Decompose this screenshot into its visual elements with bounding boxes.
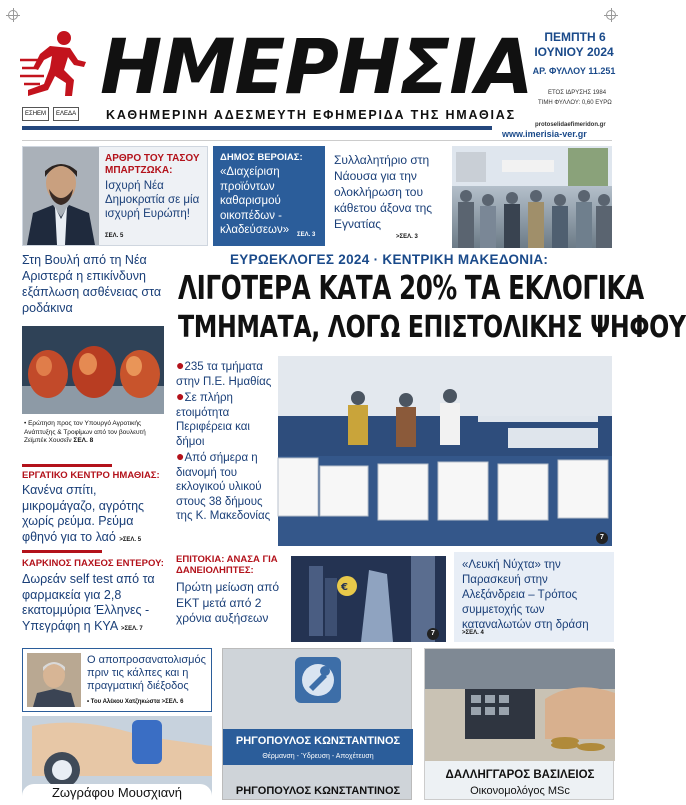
main-bullets xyxy=(176,358,278,524)
registration-mark-left xyxy=(8,10,18,20)
ballot-boxes-photo xyxy=(278,356,612,546)
divider xyxy=(22,140,612,141)
teaser-text: Συλλαλητήριο στη Νάουσα για την ολοκλήρωση του κάθετου άξονα της Εγνατίας xyxy=(334,153,433,231)
columnist-portrait xyxy=(27,653,81,707)
teaser-article-bartzokas[interactable] xyxy=(22,146,208,246)
website-link[interactable]: www.imerisia-ver.gr xyxy=(502,129,587,139)
page-ref: >ΣΕΛ. 3 xyxy=(396,234,418,240)
page-ref: >ΣΕΛ. 5 xyxy=(119,536,142,543)
association-badges xyxy=(22,107,96,121)
ad-business-name: ΡΗΓΟΠΟΥΛΟΣ ΚΩΝΣΤΑΝΤΙΝΟΣ xyxy=(235,735,401,747)
issue-day: ΠΕΜΠΤΗ 6 xyxy=(544,30,606,44)
page-ref: >ΣΕΛ. 7 xyxy=(120,625,143,632)
caption-text: • Ερώτηση προς τον Υπουργό Αγροτικής Ανάπτυξης & Τροφίμων από τον βουλευτή Ζεϊμπέκ Χουσεΐν xyxy=(24,420,146,444)
white-night-text: «Λευκή Νύχτα» την Παρασκευή στην Αλεξάνδρεια – Τρόπος συμμετοχής των καταναλωτών στη δράση xyxy=(462,559,589,631)
author-portrait xyxy=(23,147,99,245)
teaser-heading: ΔΗΜΟΣ ΒΕΡΟΙΑΣ: xyxy=(220,152,303,163)
ad-services: Θέρμανση - Ύδρευση - Αποχέτευση xyxy=(262,753,374,760)
story-workers-center[interactable] xyxy=(22,483,164,548)
page-ref: >ΣΕΛ. 4 xyxy=(462,630,484,636)
page-ref: ΣΕΛ. 5 xyxy=(105,233,124,239)
ad-rigopoulos[interactable] xyxy=(222,648,412,800)
section-bar xyxy=(22,550,102,553)
teaser-text: Ισχυρή Νέα Δημοκρατία σε μία ισχυρή Ευρώπη! xyxy=(105,180,200,220)
masthead-rule xyxy=(22,126,492,130)
white-night-box[interactable] xyxy=(454,552,614,642)
runner-logo-icon xyxy=(20,30,94,102)
ad-profession: Οικονομολόγος MSc xyxy=(470,785,570,797)
issue-price: ΤΙΜΗ ΦΥΛΛΟΥ: 0,60 ΕΥΡΩ xyxy=(538,100,612,106)
newspaper-subtitle: ΚΑΘΗΜΕΡΙΝΗ ΑΔΕΣΜΕΥΤΗ ΕΦΗΜΕΡΙΔΑ ΤΗΣ ΗΜΑΘΙΑΣ xyxy=(106,108,516,122)
story-heading: ΕΡΓΑΤΙΚΟ ΚΕΝΤΡΟ ΗΜΑΘΙΑΣ: xyxy=(22,470,160,481)
badge-eleda: ΕΛΕΔΑ xyxy=(53,107,79,121)
page-ref: ΣΕΛ. 8 xyxy=(73,437,94,444)
page-ref: ΣΕΛ. 3 xyxy=(297,232,316,238)
bullet-item: ●235 τα τμήματα στην Π.Ε. Ημαθίας xyxy=(176,357,272,388)
section-bar xyxy=(22,464,112,467)
plumbing-logo-icon xyxy=(295,657,341,703)
photo-page-badge: 7 xyxy=(427,628,439,640)
ecb-tower-photo xyxy=(291,556,446,642)
story-colon-cancer[interactable] xyxy=(22,572,164,637)
registration-mark-right xyxy=(606,10,616,20)
main-headline-line2[interactable]: ΤΜΗΜΑΤΑ, ΛΟΓΩ ΕΠΙΣΤΟΛΙΚΗΣ ΨΗΦΟΥ xyxy=(178,310,686,345)
accounting-photo xyxy=(425,649,615,761)
peaches-photo xyxy=(22,326,164,414)
teaser-text: «Διαχείριση προϊόντων καθαρισμού οικοπέδων - κλαδεύσεων» xyxy=(220,166,290,236)
svg-text:€: € xyxy=(341,582,348,593)
issue-number: ΑΡ. ΦΥΛΛΟΥ 11.251 xyxy=(532,66,616,76)
teaser-dimos-veroias[interactable] xyxy=(213,146,325,246)
ecb-story[interactable]: Πρώτη μείωση από ΕΚΤ μετά από 2 χρόνια αυξήσεων xyxy=(176,580,280,625)
badge-eshem: ΕΣΗΕΜ xyxy=(22,107,49,121)
newspaper-title: ΗΜΕΡΗΣΙΑ xyxy=(100,22,533,111)
photo-page-badge: 7 xyxy=(596,532,608,544)
story-text: Κανένα σπίτι, μικρομάγαζο, αγρότης χωρίς ρεύμα. Ρεύμα φθηνό για το λαό xyxy=(22,483,145,544)
opinion-text: Ο αποπροσανατολισμός πριν τις κάλπες και η πραγματική διέξοδος xyxy=(87,654,206,692)
story-text: Δωρεάν self test από τα φαρμακεία για 2,8 εκατομμύρια Έλληνες - Υπεγράφη η ΚΥΑ xyxy=(22,572,155,633)
health-ad-name: Ζωγράφου Μουσχιανή xyxy=(22,784,212,804)
ad-dallingaros[interactable] xyxy=(424,648,614,800)
teaser-heading: ΑΡΘΡΟ ΤΟΥ ΤΑΣΟΥ ΜΠΑΡΤΖΩΚΑ: xyxy=(105,153,200,176)
story-peaches[interactable]: Στη Βουλή από τη Νέα Αριστερά η επικίνδυνη εξάπλωση ασθένειας στα ροδάκινα xyxy=(22,253,162,315)
source-site: protoselidaefimeridon.gr xyxy=(535,122,606,128)
ecb-heading: ΕΠΙΤΟΚΙΑ: ΑΝΑΣΑ ΓΙΑ ΔΑΝΕΙΟΛΗΠΤΕΣ: xyxy=(176,554,278,576)
rally-photo xyxy=(452,146,612,248)
opinion-box[interactable] xyxy=(22,648,212,712)
bullet-item: ●Από σήμερα η διανομή του εκλογικού υλικού στους 38 δήμους της Κ. Μακεδονίας xyxy=(176,448,271,522)
ad-business-name: ΔΑΛΛΗΓΓΑΡΟΣ ΒΑΣΙΛΕΙΟΣ xyxy=(445,769,595,781)
issue-month-year: ΙΟΥΝΙΟΥ 2024 xyxy=(534,45,614,59)
main-kicker: ΕΥΡΩΕΚΛΟΓΕΣ 2024 · ΚΕΝΤΡΙΚΗ ΜΑΚΕΔΟΝΙΑ: xyxy=(230,252,549,267)
opinion-byline: • Του Αλέκου Χατζηκώστα >ΣΕΛ. 6 xyxy=(87,699,184,705)
teaser-naousa-rally[interactable] xyxy=(328,146,612,248)
established-year: ΕΤΟΣ ΙΔΡΥΣΗΣ 1984 xyxy=(548,90,607,96)
story-heading: ΚΑΡΚΙΝΟΣ ΠΑΧΕΟΣ ΕΝΤΕΡΟΥ: xyxy=(22,558,164,569)
health-ad[interactable] xyxy=(22,716,212,800)
photo-caption xyxy=(24,420,164,446)
ad-business-name-repeat: ΡΗΓΟΠΟΥΛΟΣ ΚΩΝΣΤΑΝΤΙΝΟΣ xyxy=(235,785,401,797)
main-headline-line1[interactable]: ΛΙΓΟΤΕΡΑ ΚΑΤΑ 20% ΤΑ ΕΚΛΟΓΙΚΑ xyxy=(178,268,644,307)
bullet-item: ●Σε πλήρη ετοιμότητα Περιφέρεια και δήμοι xyxy=(176,388,250,448)
